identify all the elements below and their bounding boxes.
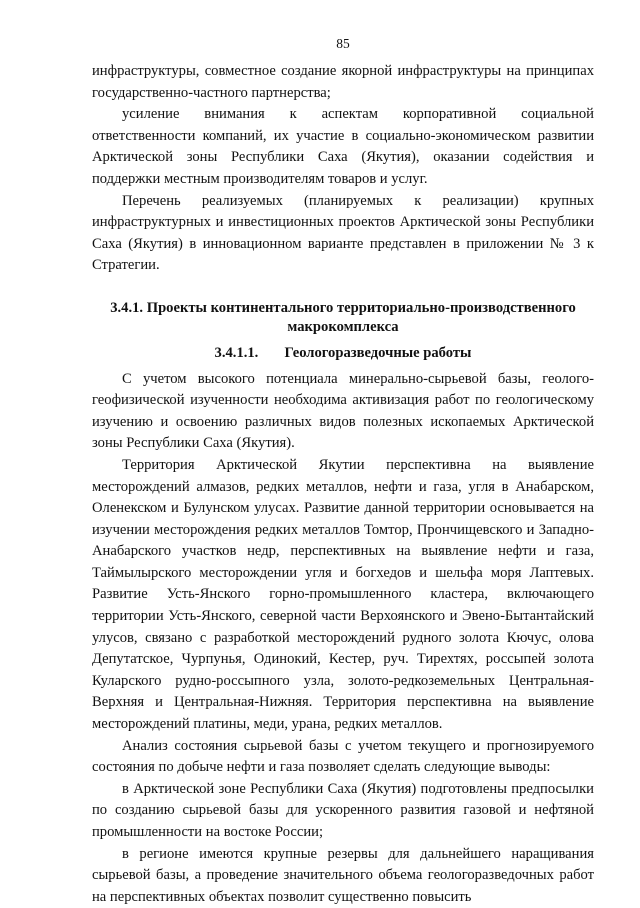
- page-number: 85: [336, 36, 350, 51]
- paragraph-mineral-base: С учетом высокого потенциала минерально-сырьевой базы, геолого-геофизической изученности необходима активизация работ по геологическому изучению и освоению различных видов полезных ископаемых Арктической зоны Республики Саха (Якутия).: [92, 370, 594, 452]
- subsection-number: 3.4.1.1.: [214, 344, 259, 361]
- section-heading: 3.4.1. Проекты континентального территориально-производственного макрокомплекса: [110, 299, 576, 335]
- subsection-title: Геологоразведочные работы: [284, 344, 472, 361]
- paragraph-project-list: Перечень реализуемых (планируемых к реализации) крупных инфраструктурных и инвестиционных проектов Арктической зоны Республики Саха (Якутия) в инновационном варианте представлен в приложении № 3 к Стратегии.: [92, 192, 594, 274]
- subsection-heading: [92, 343, 594, 365]
- paragraph-infrastructure: инфраструктуры, совместное создание якорной инфраструктуры на принципах государственно-частного партнерства;: [92, 63, 594, 101]
- document-page: [92, 36, 594, 908]
- paragraph-conclusion-1: в Арктической зоне Республики Саха (Якутия) подготовлены предпосылки по созданию сырьевой базы для ускоренного развития газовой и нефтяной промышленности на востоке России;: [92, 780, 594, 840]
- paragraph-analysis: Анализ состояния сырьевой базы с учетом текущего и прогнозируемого состояния по добыче нефти и газа позволяет сделать следующие выводы:: [92, 737, 594, 776]
- paragraph-territory: Территория Арктической Якутии перспективна на выявление месторождений алмазов, редких металлов, нефти и газа, угля в Анабарском, Оленекском и Булунском улусах. Развитие данной территории основывается на изучении месторождения редких металлов Томтор, Прончищевского и Западно-Анабарского участков недр, перспективных на выявление нефти и газа, Таймылырского месторождении угля и богхедов и шельфа моря Лаптевых. Развитие Усть-Янского горно-промышленного кластера, включающего территории Усть-Янского, северной части Верхоянского и Эвено-Бытантайский улусов, связано с разработкой месторождений рудного золота Кючус, олова Депутатское, Чурпунья, Одинокий, Кестер, руч. Тирехтях, россыпей золота Куларского рудно-россыпного узла, золото-редкоземельных Центральная-Верхняя и Центральная-Нижняя. Территория перспективна на выявление месторождений платины, меди, урана, редких металлов.: [92, 456, 594, 733]
- paragraph-conclusion-2: в регионе имеются крупные резервы для дальнейшего наращивания сырьевой базы, а проведение значительного объема геологоразведочных работ на перспективных объектах позволит существенно повысить: [92, 845, 594, 905]
- paragraph-corporate-responsibility: усиление внимания к аспектам корпоративной социальной ответственности компаний, их участие в социально-экономическом развитии Арктической зоны Республики Саха (Якутия), оказании содействия и поддержки местным производителям товаров и услуг.: [92, 106, 594, 187]
